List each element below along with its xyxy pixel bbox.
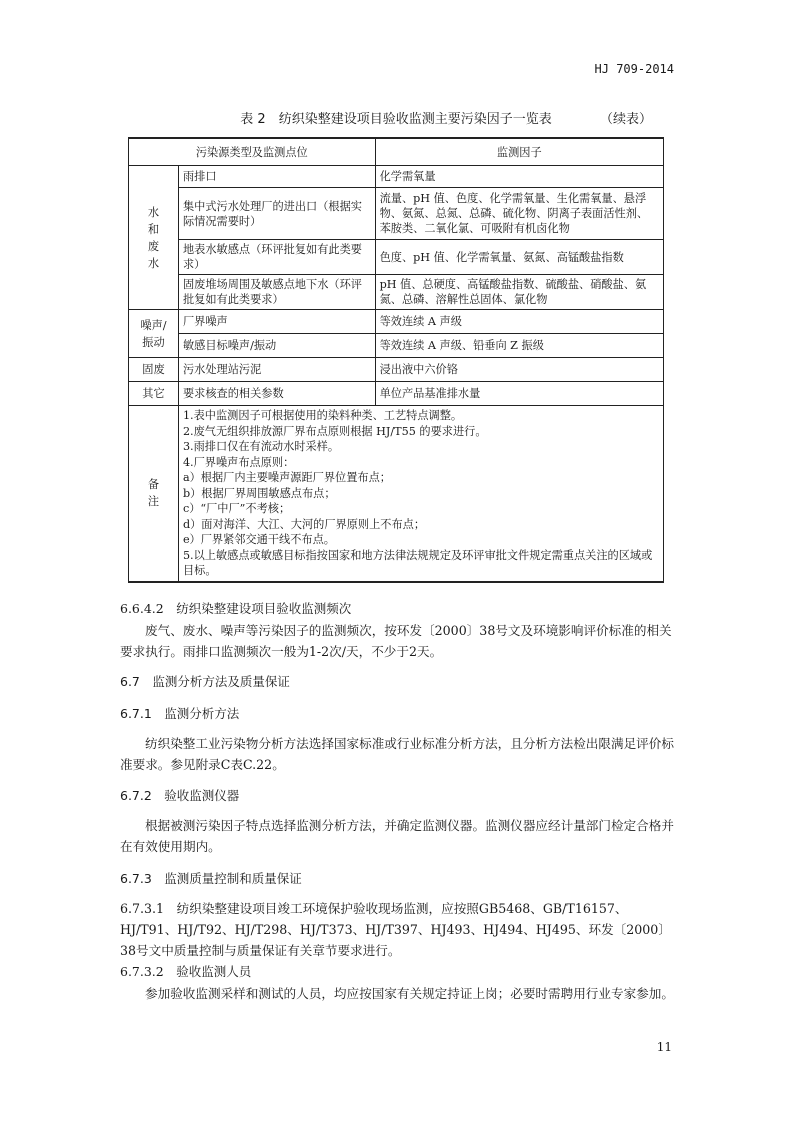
category-char: 水 xyxy=(147,205,160,219)
table-header-row xyxy=(129,138,664,166)
monitoring-point: 固废堆场周围及敏感点地下水（环评批复如有此类要求） xyxy=(178,275,375,310)
monitoring-factor: 等效连续 A 声级 xyxy=(375,310,663,334)
monitoring-point: 要求核查的相关参数 xyxy=(178,382,375,406)
monitoring-point: 集中式污水处理厂的进出口（根据实际情况需要时） xyxy=(178,188,375,240)
table-row xyxy=(129,275,664,310)
monitoring-factor: 色度、pH 值、化学需氧量、氨氮、高锰酸盐指数 xyxy=(375,240,663,275)
section-6-7-3-1-text: 6.7.3.1 纺织染整建设项目竣工环境保护验收现场监测，应按照GB5468、GB/T16157、HJ/T91、HJ/T92、HJ/T298、HJ/T373、HJ/T397、HJ493、HJ494、HJ495、环发〔2000〕38号文中质量控制与质量保证有关章节要求进行。 xyxy=(120,901,671,958)
pollution-factor-table xyxy=(128,137,664,583)
note-line: d）面对海洋、大江、大河的厂界原则上不布点； xyxy=(182,517,426,531)
table-continued-label: （续表） xyxy=(599,112,652,127)
section-6-7-1-text: 纺织染整工业污染物分析方法选择国家标准或行业标准分析方法，且分析方法检出限满足评价标准要求。参见附录C表C.22。 xyxy=(120,736,674,772)
monitoring-point: 厂界噪声 xyxy=(178,310,375,334)
category-char: 废 xyxy=(147,239,160,253)
category-noise xyxy=(129,310,179,358)
category-char: 振动 xyxy=(142,335,165,349)
monitoring-factor: 流量、pH 值、色度、化学需氧量、生化需氧量、悬浮物、氨氮、总氮、总磷、硫化物、阴离子表面活性剂、苯胺类、二氧化氯、可吸附有机卤化物 xyxy=(375,188,663,240)
monitoring-point: 雨排口 xyxy=(178,166,375,188)
notes-row xyxy=(129,406,664,582)
monitoring-point: 地表水敏感点（环评批复如有此类要求） xyxy=(178,240,375,275)
monitoring-factor: pH 值、总硬度、高锰酸盐指数、硫酸盐、硝酸盐、氨氮、总磷、溶解性总固体、氯化物 xyxy=(375,275,663,310)
note-line: e）厂界紧邻交通干线不布点。 xyxy=(182,533,335,546)
col-header-source: 污染源类型及监测点位 xyxy=(129,138,376,166)
table-row xyxy=(129,310,664,334)
note-line: 5.以上敏感点或敏感目标指按国家和地方法律法规规定及环评审批文件规定需重点关注的区域或目标。 xyxy=(182,548,653,577)
table-row xyxy=(129,240,664,275)
monitoring-point: 污水处理站污泥 xyxy=(178,358,375,382)
monitoring-factor: 浸出液中六价铬 xyxy=(375,358,663,382)
note-line: b）根据厂界周围敏感点布点； xyxy=(182,486,336,500)
notes-label xyxy=(129,406,179,582)
document-code: HJ 709-2014 xyxy=(594,62,674,76)
monitoring-factor: 等效连续 A 声级、铅垂向 Z 振级 xyxy=(375,334,663,358)
section-6-7-3-heading: 6.7.3 监测质量控制和质量保证 xyxy=(120,871,302,886)
table-row xyxy=(129,358,664,382)
notes-label-char: 注 xyxy=(147,495,160,509)
note-line: a）根据厂内主要噪声源距厂界位置布点； xyxy=(182,471,391,484)
section-6-7-3-2-text: 参加验收监测采样和测试的人员，均应按国家有关规定持证上岗；必要时需聘用行业专家参加。 xyxy=(145,986,674,1001)
table-row xyxy=(129,334,664,358)
section-6-7-2-heading: 6.7.2 验收监测仪器 xyxy=(120,788,240,803)
section-6-7-heading: 6.7 监测分析方法及质量保证 xyxy=(120,674,290,689)
category-char: 噪声/ xyxy=(140,318,167,332)
section-6-6-4-2-heading: 6.6.4.2 纺织染整建设项目验收监测频次 xyxy=(120,601,352,616)
table-title xyxy=(128,108,664,127)
section-6-7-1-heading: 6.7.1 监测分析方法 xyxy=(120,706,240,721)
note-line: 3.雨排口仅在有流动水时采样。 xyxy=(182,440,340,453)
note-line: c）“厂中厂”不考核； xyxy=(182,502,291,515)
table-row xyxy=(129,382,664,406)
category-char: 和 xyxy=(147,222,160,236)
category-other: 其它 xyxy=(129,382,179,406)
col-header-factor: 监测因子 xyxy=(375,138,663,166)
section-6-6-4-2-text: 废气、废水、噪声等污染因子的监测频次，按环发〔2000〕38号文及环境影响评价标准的相关要求执行。雨排口监测频次一般为1-2次/天，不少于2天。 xyxy=(120,623,672,659)
section-6-7-2-text: 根据被测污染因子特点选择监测分析方法，并确定监测仪器。监测仪器应经计量部门检定合格并在有效使用期内。 xyxy=(120,818,674,854)
monitoring-point: 敏感目标噪声/振动 xyxy=(178,334,375,358)
note-line: 4.厂界噪声布点原则： xyxy=(182,455,295,469)
monitoring-factor: 单位产品基准排水量 xyxy=(375,382,663,406)
notes-label-char: 备 xyxy=(147,478,160,492)
table-row xyxy=(129,188,664,240)
monitoring-factor: 化学需氧量 xyxy=(375,166,663,188)
note-line: 2.废气无组织排放源厂界布点原则根据 HJ/T55 的要求进行。 xyxy=(182,424,487,438)
table-title-text: 表 2 纺织染整建设项目验收监测主要污染因子一览表 xyxy=(240,112,552,127)
category-char: 水 xyxy=(147,256,160,270)
category-water xyxy=(129,166,179,310)
category-solid-waste: 固废 xyxy=(129,358,179,382)
note-line: 1.表中监测因子可根据使用的染料种类、工艺特点调整。 xyxy=(182,409,463,422)
table-row xyxy=(129,166,664,188)
page-number: 11 xyxy=(656,1040,672,1054)
section-6-7-3-2-heading: 6.7.3.2 验收监测人员 xyxy=(120,964,252,979)
notes-content xyxy=(178,406,663,582)
